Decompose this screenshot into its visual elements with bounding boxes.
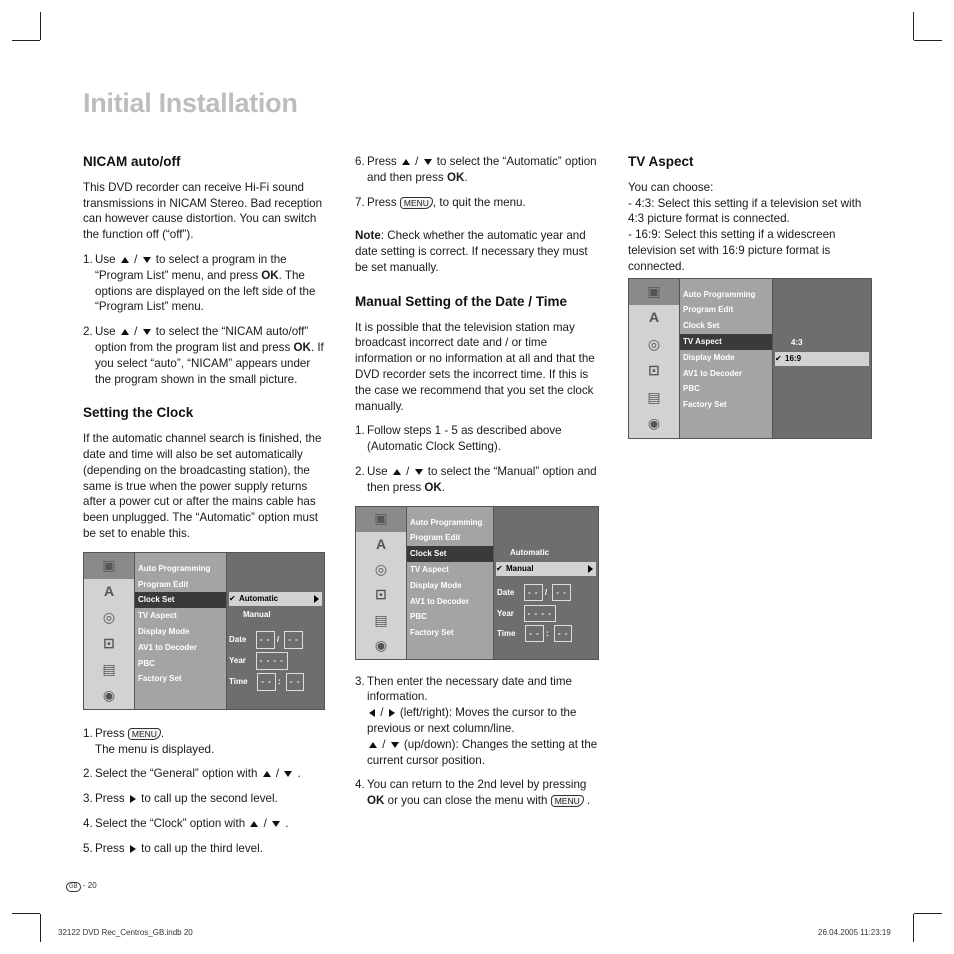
osd-year-field: Year - - - - [229,652,288,670]
osd-item: Factory Set [138,674,182,684]
tv-aspect-choose: You can choose: [628,180,714,194]
crop-mark [12,40,40,41]
osd-menu-clock-automatic [83,552,325,710]
osd-current-value: Automatic [510,547,550,557]
osd-icon-bar [356,507,407,659]
tv-icon: ▣ [84,553,134,579]
tv-aspect-option-169: - 16:9: Select this setting if a widescreen television set with 16:9 picture format is connected. [628,228,836,273]
crop-mark [40,914,41,942]
osd-icon-bar [629,279,680,438]
crop-mark [914,40,942,41]
right-arrow-icon [389,709,395,717]
osd-item-selected: TV Aspect [680,334,772,350]
osd-item: AV1 to Decoder [410,596,469,606]
manual-step-4: 4. You can return to the 2nd level by pressing OK or you can close the menu with MENU . [355,778,591,808]
disc-icon: ◎ [374,560,388,577]
disc-icon: ◎ [102,608,116,625]
up-arrow-icon [121,329,129,335]
osd-item: AV1 to Decoder [683,368,742,378]
osd-item: Factory Set [410,628,454,638]
osd-item-selected: Clock Set [135,592,226,608]
right-arrow-icon [130,845,136,853]
disc-icon: ◎ [647,335,661,352]
osd-level-2 [494,507,598,659]
up-arrow-icon [121,257,129,263]
osd-item-selected: Clock Set [407,546,493,562]
osd-menu-clock-manual [355,506,599,660]
tv-aspect-option-43: - 4:3: Select this setting if a television set with 4:3 picture format is connected. [628,196,862,226]
osd-item: TV Aspect [410,564,449,574]
clock-step-7: 7. Press MENU , to quit the menu. [355,195,526,209]
down-arrow-icon [391,742,399,748]
lock-icon: ⊡ [375,586,387,603]
lock-icon: ⊡ [648,362,660,379]
clock-note: Note: Check whether the automatic year and date setting is correct. If necessary they must be set manually. [355,229,588,274]
osd-item: Program Edit [410,533,461,543]
osd-item: Factory Set [683,400,727,410]
osd-option: 4:3 [791,337,803,347]
down-arrow-icon [143,257,151,263]
osd-option-selected: ✔ Automatic [229,592,322,606]
left-arrow-icon [369,709,375,717]
gb-badge: GB [66,882,81,892]
column-3 [628,154,874,439]
osd-date-field: Date - - / - - [497,584,571,602]
osd-date-field: Date - - / - - [229,631,303,649]
up-arrow-icon [250,821,258,827]
osd-item: Display Mode [683,352,735,362]
menu-key-icon: MENU [400,197,433,209]
up-arrow-icon [402,159,410,165]
audio-icon: A [648,309,660,326]
up-arrow-icon [263,771,271,777]
osd-item: Auto Programming [138,563,211,573]
down-arrow-icon [284,771,292,777]
down-arrow-icon [272,821,280,827]
osd-time-field: Time - - : - - [497,625,572,643]
nicam-heading: NICAM auto/off [83,154,181,169]
tv-icon: ▣ [356,507,406,532]
osd-level-2 [227,553,324,709]
dvd-icon: ◉ [374,636,388,653]
osd-option: Manual [243,609,271,619]
down-arrow-icon [424,159,432,165]
osd-item: Program Edit [138,579,189,589]
nicam-step-2: 2. Use / to select the “NICAM auto/off” option from the program list and press OK. If you select “auto”, “NICAM” appears under the program shown in the small picture. [83,325,324,386]
osd-level-2 [773,279,871,438]
osd-level-1 [407,507,494,659]
osd-item: PBC [410,612,427,622]
crop-mark [40,12,41,40]
osd-item: Display Mode [138,626,190,636]
menu-key-icon: MENU [551,795,584,807]
osd-item: AV1 to Decoder [138,642,197,652]
dvd-icon: ◉ [647,415,661,432]
tv-icon: ▣ [629,279,679,306]
osd-item: PBC [683,384,700,394]
down-arrow-icon [143,329,151,335]
tv-aspect-heading: TV Aspect [628,154,694,169]
osd-menu-tv-aspect [628,278,872,439]
clock-step-1: 1. Press MENU . The menu is displayed. [83,726,215,756]
clock-step-3: 3. Press to call up the second level. [83,792,278,806]
column-2 [355,154,599,818]
clock-heading: Setting the Clock [83,405,194,421]
footer-timestamp: 26.04.2005 11:23:19 [818,928,891,937]
clock-step-4: 4. Select the “Clock” option with / . [83,816,289,830]
osd-item: Clock Set [683,321,720,331]
right-arrow-icon [130,795,136,803]
crop-mark [913,914,914,942]
page-title: Initial Installation [83,88,298,118]
lock-icon: ⊡ [103,634,115,651]
osd-time-field: Time - - : - - [229,673,304,691]
osd-year-field: Year - - - - [497,605,556,623]
column-1 [83,154,325,866]
manual-step-2: 2. Use / to select the “Manual” option and then press OK. [355,464,597,494]
osd-item: PBC [138,658,155,668]
osd-level-1 [135,553,227,709]
film-icon: ▤ [102,660,116,677]
dvd-icon: ◉ [102,686,116,703]
osd-option-selected: ✔ 16:9 [775,352,869,366]
nicam-step-1: 1. Use / to select a program in the “Program List” menu, and press OK. The options are displayed on the left side of the “Program List” menu. [83,252,316,314]
crop-mark [913,12,914,40]
up-arrow-icon [393,469,401,475]
osd-item: TV Aspect [138,611,177,621]
osd-item: Program Edit [683,305,734,315]
film-icon: ▤ [647,388,661,405]
audio-icon: A [375,535,387,552]
check-icon: ✔ [775,353,782,363]
osd-item: Auto Programming [410,517,483,527]
page-number: GB - 20 [66,881,97,892]
manual-step-3: 3. Then enter the necessary date and time information. / (left/right): Moves the cursor to the previous or next column/line. / (up/down): Changes the setting at the current cursor position. [355,674,598,767]
right-arrow-icon [588,565,593,573]
down-arrow-icon [415,469,423,475]
osd-icon-bar [84,553,135,709]
footer-filename: 32122 DVD Rec_Centros_GB.indb 20 [58,928,193,937]
nicam-intro: This DVD recorder can receive Hi-Fi sound transmissions in NICAM Stereo. Bad reception can however cause distortion. You can switch the function off (“off”). [83,180,323,242]
manual-step-1: 1. Follow steps 1 - 5 as described above (Automatic Clock Setting). [355,424,562,454]
osd-item: Auto Programming [683,289,756,299]
osd-item: Display Mode [410,580,462,590]
film-icon: ▤ [374,611,388,628]
manual-heading: Manual Setting of the Date / Time [355,293,568,309]
manual-intro: It is possible that the television station may broadcast incorrect date and / or time information or no information at all and that the DVD recorder sets the incorrect time. If this is the case we recommend that you set the clock manually. [355,320,595,413]
clock-intro: If the automatic channel search is finished, the date and time will also be set automatically (depending on the broadcasting station), the same is true when the power supply returns after a power cut or after the mains cable has been unplugged. The “Automatic” option must be set to enable this. [83,432,322,540]
up-arrow-icon [369,742,377,748]
menu-key-icon: MENU [128,728,161,740]
osd-level-1 [680,279,773,438]
clock-step-5: 5. Press to call up the third level. [83,841,263,855]
check-icon: ✔ [229,593,236,603]
clock-step-2: 2. Select the “General” option with / . [83,767,301,781]
crop-mark [12,913,40,914]
check-icon: ✔ [496,563,503,573]
clock-step-6: 6. Press / to select the “Automatic” option and then press OK. [355,155,597,184]
crop-mark [914,913,942,914]
audio-icon: A [103,582,115,599]
osd-option-selected: ✔ Manual [496,562,596,576]
right-arrow-icon [314,595,319,603]
